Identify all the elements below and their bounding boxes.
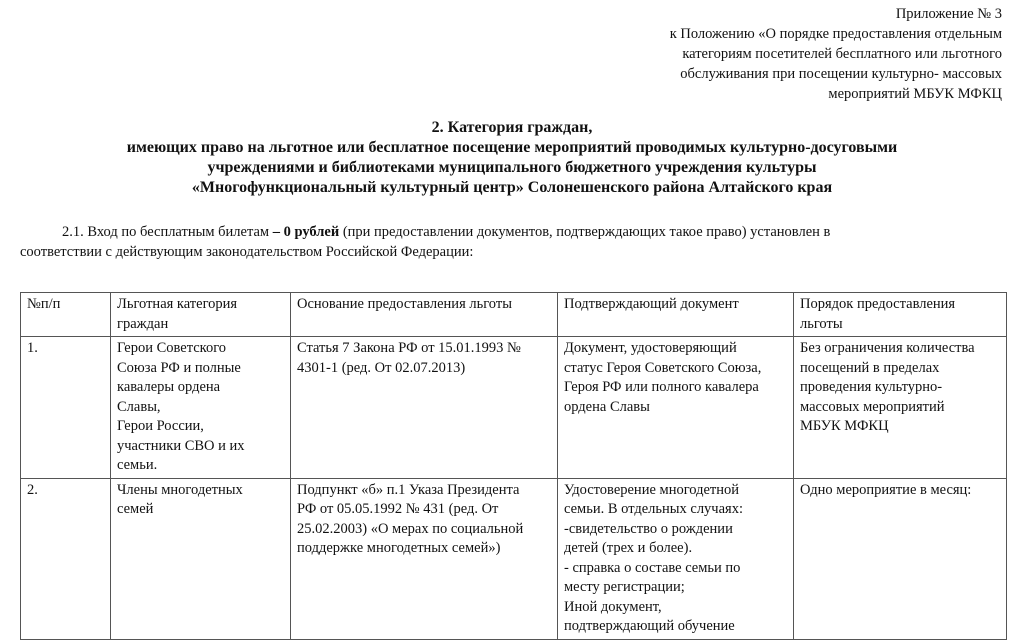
cell-line: 4301-1 (ред. От 02.07.2013) [297, 359, 466, 376]
para-prefix: 2.1. Вход по бесплатным билетам [62, 224, 273, 240]
cell-line: Порядок предоставления [800, 296, 956, 312]
para-rest: (при предоставлении документов, подтверждающих такое право) установлен в [339, 224, 831, 240]
cell-line: РФ от 05.05.1992 № 431 (ред. От [297, 501, 499, 517]
cell-number [21, 478, 111, 639]
cell-line: ордена Славы [564, 398, 650, 415]
cell-line: статус Героя Советского Союза, [564, 359, 762, 376]
appendix-line: категориям посетителей бесплатного или льготного [682, 46, 1002, 62]
cell-line: Герои Советского [117, 340, 227, 356]
cell-line: - справка о составе семьи по [564, 559, 741, 576]
cell-line: Одно мероприятие в месяц: [800, 481, 972, 498]
cell-basis [291, 293, 558, 337]
cell-number [21, 293, 111, 337]
title-line: «Многофункциональный культурный центр» Солонешенского района Алтайского края [191, 179, 833, 196]
cell-line: Союза РФ и полные [117, 359, 241, 376]
cell-line: Иной документ, [564, 598, 662, 615]
cell-basis [291, 337, 558, 479]
cell-procedure [794, 293, 1007, 337]
cell-line: посещений в пределах [800, 359, 940, 376]
cell-line: 2. [27, 481, 38, 498]
cell-line: месту регистрации; [564, 579, 685, 595]
cell-line: Льготная категория [117, 296, 238, 312]
cell-document [558, 337, 794, 479]
cell-number [21, 337, 111, 479]
cell-line: семьи. [117, 457, 158, 473]
cell-line: массовых мероприятий [800, 398, 945, 415]
cell-line: Члены многодетных [117, 481, 243, 498]
cell-category [111, 478, 291, 639]
cell-line: №п/п [27, 296, 61, 312]
table-row [21, 337, 1007, 479]
cell-procedure [794, 478, 1007, 639]
cell-line: Без ограничения количества [800, 340, 975, 356]
cell-line: Основание предоставления льготы [297, 296, 512, 312]
cell-document [558, 293, 794, 337]
cell-line: Документ, удостоверяющий [564, 340, 737, 356]
cell-line: поддержке многодетных семей») [297, 540, 501, 556]
cell-line: Славы, [117, 398, 161, 415]
para-line2: соответствии с действующим законодательством Российской Федерации: [20, 244, 474, 260]
title-line: учреждениями и библиотеками муниципального бюджетного учреждения культуры [207, 159, 817, 176]
cell-line: -свидетельство о рождении [564, 520, 733, 537]
cell-line: проведения культурно- [800, 379, 943, 395]
cell-line: Статья 7 Закона РФ от 15.01.1993 № [297, 340, 521, 356]
cell-category [111, 293, 291, 337]
document-title [0, 118, 1024, 198]
appendix-line: мероприятий МБУК МФКЦ [828, 86, 1002, 102]
cell-basis [291, 478, 558, 639]
appendix-line: Приложение № 3 [895, 6, 1002, 22]
title-line: имеющих право на льготное или бесплатное посещение мероприятий проводимых культурно-досуговыми [126, 139, 898, 156]
cell-line: семьи. В отдельных случаях: [564, 501, 743, 517]
cell-line: кавалеры ордена [117, 379, 221, 395]
appendix-line: обслуживания при посещении культурно- массовых [680, 66, 1002, 82]
cell-procedure [794, 337, 1007, 479]
cell-line: семей [117, 501, 154, 517]
table-row [21, 478, 1007, 639]
cell-line: МБУК МФКЦ [800, 418, 889, 434]
title-line: 2. Категория граждан, [431, 119, 593, 136]
cell-document [558, 478, 794, 639]
cell-line: участники СВО и их [117, 437, 245, 454]
cell-line: 25.02.2003) «О мерах по социальной [297, 520, 524, 537]
cell-line: льготы [800, 315, 843, 332]
cell-line: граждан [117, 315, 169, 332]
cell-line: подтверждающий обучение [564, 618, 735, 634]
cell-line: детей (трех и более). [564, 540, 693, 556]
cell-line: Герои России, [117, 418, 204, 434]
cell-line: Подпункт «б» п.1 Указа Президента [297, 481, 520, 498]
table-header-row [21, 293, 1007, 337]
cell-line: Подтверждающий документ [564, 296, 739, 312]
cell-line: Удостоверение многодетной [564, 481, 740, 498]
paragraph-2-1 [20, 222, 1010, 262]
cell-line: 1. [27, 340, 38, 356]
benefits-table [20, 292, 1007, 640]
cell-category [111, 337, 291, 479]
cell-line: Героя РФ или полного кавалера [564, 379, 759, 395]
para-bold: – 0 рублей [272, 224, 340, 240]
appendix-line: к Положению «О порядке предоставления отдельным [669, 26, 1002, 42]
appendix-header [582, 4, 1002, 104]
